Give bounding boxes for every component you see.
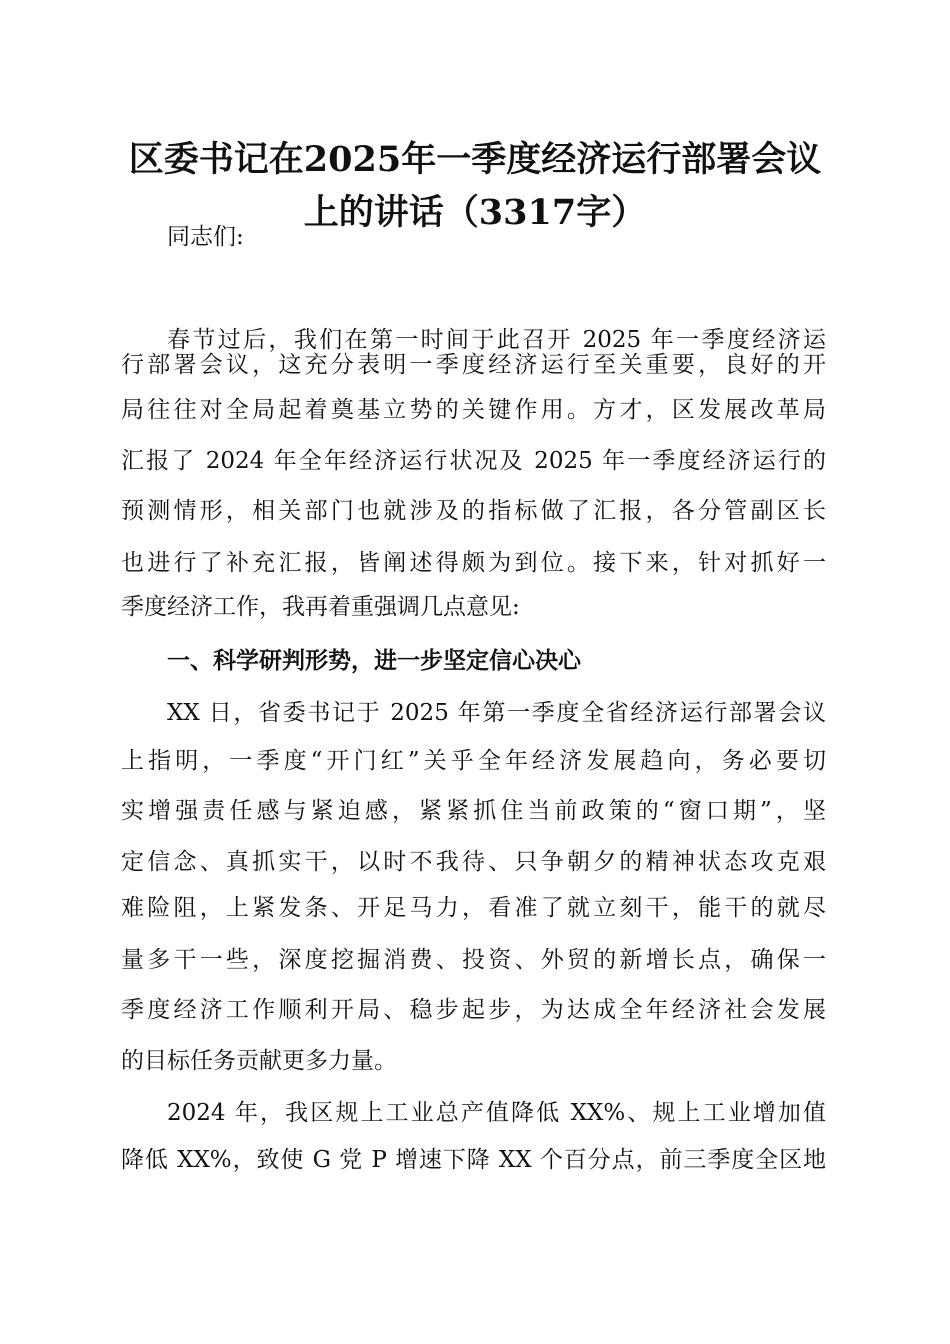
paragraph-line: 季度经济工作顺利开局、稳步起步，为达成全年经济社会发展 (121, 997, 826, 1023)
paragraph-line: 量多干一些，深度挖掘消费、投资、外贸的新增长点，确保一 (121, 947, 826, 973)
section-heading: 一、科学研判形势，进一步坚定信心决心 (167, 648, 581, 674)
paragraph-line: 春节过后，我们在第一时间于此召开 2025 年一季度经济运 (167, 327, 826, 353)
paragraph-line: 实增强责任感与紧迫感，紧紧抓住当前政策的“窗口期”，坚 (121, 798, 826, 824)
paragraph-line: 季度经济工作，我再着重强调几点意见: (121, 594, 520, 620)
paragraph-line: 的目标任务贡献更多力量。 (121, 1048, 397, 1074)
paragraph-line: 定信念、真抓实干，以时不我待、只争朝夕的精神状态攻克艰 (121, 849, 826, 875)
salutation: 同志们: (167, 224, 244, 250)
paragraph-line: 预测情形，相关部门也就涉及的指标做了汇报，各分管副区长 (121, 498, 826, 524)
paragraph-line: 上指明，一季度“开门红”关乎全年经济发展趋向，务必要切 (121, 748, 826, 774)
paragraph-line: XX 日，省委书记于 2025 年第一季度全省经济运行部署会议 (167, 700, 826, 726)
paragraph-line: 行部署会议，这充分表明一季度经济运行至关重要，良好的开 (121, 352, 826, 378)
paragraph-line: 也进行了补充汇报，皆阐述得颇为到位。接下来，针对抓好一 (121, 550, 826, 576)
paragraph-line: 难险阻，上紧发条、开足马力，看准了就立刻干，能干的就尽 (121, 895, 826, 921)
document-title-line-2: 上的讲话（3317字） (303, 192, 647, 233)
document-title-line-1: 区委书记在2025年一季度经济运行部署会议 (128, 139, 822, 180)
paragraph-line: 汇报了 2024 年全年经济运行状况及 2025 年一季度经济运行的 (121, 448, 826, 474)
paragraph-line: 局往往对全局起着奠基立势的关键作用。方才，区发展改革局 (121, 397, 826, 423)
paragraph-line: 2024 年，我区规上工业总产值降低 XX%、规上工业增加值 (167, 1100, 826, 1126)
paragraph-line: 降低 XX%，致使 G 党 P 增速下降 XX 个百分点，前三季度全区地 (121, 1147, 826, 1173)
